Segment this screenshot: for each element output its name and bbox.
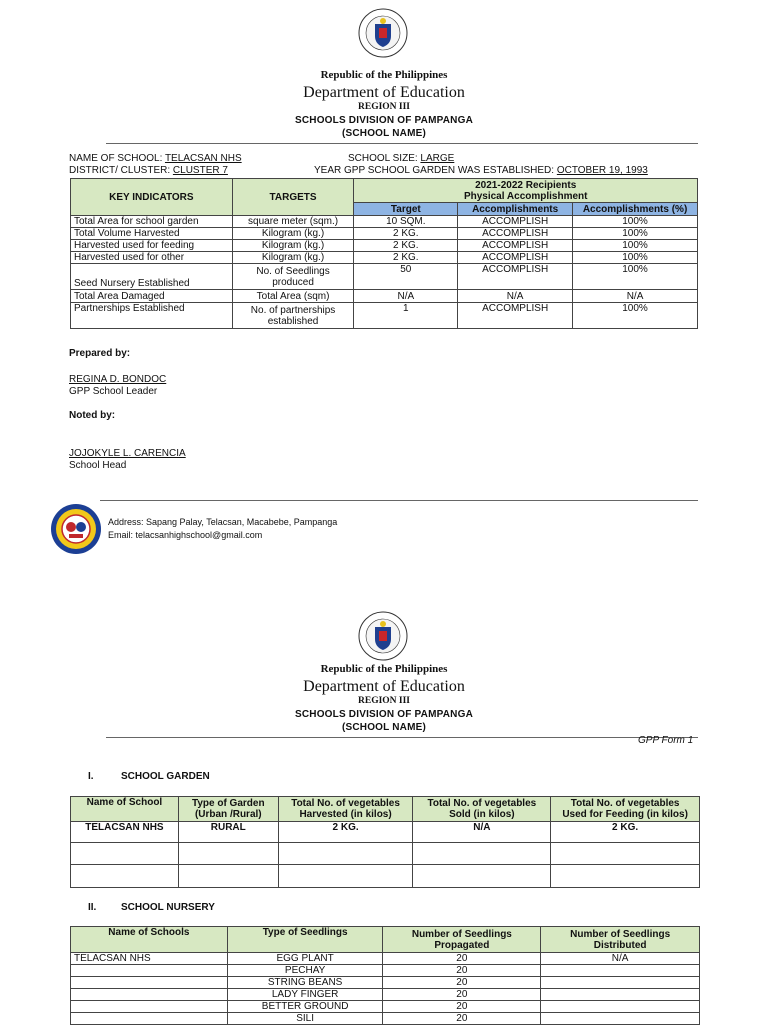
col-harvested (278, 797, 413, 822)
cell-accomp: ACCOMPLISH (458, 264, 573, 290)
header-line: Propagated (434, 939, 490, 951)
school-size-value: LARGE (420, 153, 455, 164)
table-row (71, 290, 698, 303)
header-line: Harvested (in kilos) (299, 809, 392, 820)
school-name-field (69, 153, 242, 164)
cell-pct: 100% (573, 252, 698, 264)
school-name-placeholder: (SCHOOL NAME) (341, 128, 427, 139)
col-sold (413, 797, 551, 822)
cell-pct: N/A (573, 290, 698, 303)
cell-pct: 100% (573, 228, 698, 240)
table-row (71, 264, 698, 290)
table-row (71, 865, 700, 888)
footer-divider (100, 500, 698, 501)
empty-cell (413, 865, 551, 888)
cell-target: 10 SQM. (354, 216, 458, 228)
empty-cell (278, 865, 413, 888)
cell-pct: 100% (573, 216, 698, 228)
header-line: Total No. of vegetables (291, 798, 400, 809)
cell-sold: N/A (413, 822, 551, 843)
cell-name: TELACSAN NHS (71, 822, 179, 843)
cell-accomp: ACCOMPLISH (458, 228, 573, 240)
cell-key: Total Area for school garden (71, 216, 233, 228)
cell-seedling-type: PECHAY (227, 965, 383, 977)
school-nursery-table (70, 926, 700, 1025)
section1-number: I. (88, 771, 94, 782)
republic-line: Republic of the Philippines (320, 663, 448, 675)
deped-seal-icon (358, 611, 408, 661)
cell-target: 50 (354, 264, 458, 290)
table-row (71, 843, 700, 865)
cell-seedling-type: STRING BEANS (227, 977, 383, 989)
header-line: Number of Seedlings (411, 928, 512, 940)
prepared-by-title: GPP School Leader (69, 386, 158, 397)
cell-key: Total Area Damaged (71, 290, 233, 303)
header-line: Type of Garden (191, 798, 265, 809)
col-group-recipients (354, 179, 698, 203)
col-propagated (383, 927, 541, 953)
table-row (71, 965, 700, 977)
header-line: Sold (in kilos) (449, 809, 515, 820)
cell-unit-line1: No. of partnerships (250, 304, 336, 316)
year-established-field (314, 165, 648, 176)
header-line: Name of Schools (108, 927, 190, 938)
cell-target: 1 (354, 303, 458, 329)
footer-address: Address: Sapang Palay, Telacsan, Macabebe, Pampanga (108, 517, 338, 527)
col-name-of-schools (71, 927, 228, 953)
year-label: YEAR GPP SCHOOL GARDEN WAS ESTABLISHED: (314, 165, 557, 176)
table-row (71, 228, 698, 240)
cell-unit-line1: No. of Seedlings (256, 265, 330, 277)
header-line: Type of Seedlings (262, 927, 348, 938)
cell-key: Total Volume Harvested (71, 228, 233, 240)
deped-seal-icon (358, 8, 408, 58)
division-line: SCHOOLS DIVISION OF PAMPANGA (294, 115, 474, 126)
cell-distributed (541, 1001, 700, 1013)
cell-school (71, 989, 228, 1001)
table-row (71, 989, 700, 1001)
empty-cell (178, 843, 278, 865)
republic-line: Republic of the Philippines (320, 69, 448, 81)
cell-distributed (541, 1013, 700, 1025)
school-size-label: SCHOOL SIZE: (348, 153, 421, 164)
cell-seedling-type: EGG PLANT (227, 953, 383, 965)
school-name-placeholder: (SCHOOL NAME) (341, 722, 427, 733)
empty-cell (551, 865, 700, 888)
cell-unit: Kilogram (kg.) (232, 252, 354, 264)
form-label: GPP Form 1 (638, 735, 694, 746)
cell-pct: 100% (573, 264, 698, 290)
header-line: Number of Seedlings (570, 928, 671, 940)
cell-feeding: 2 KG. (551, 822, 700, 843)
col-type-of-garden (178, 797, 278, 822)
cell-propagated: 20 (383, 1001, 541, 1013)
cell-propagated: 20 (383, 1013, 541, 1025)
year-value: OCTOBER 19, 1993 (556, 165, 648, 176)
col-name-of-school (71, 797, 179, 822)
table-row (71, 240, 698, 252)
cell-pct: 100% (573, 303, 698, 329)
cell-unit-line2: established (267, 315, 319, 327)
school-size-field (348, 153, 454, 164)
header-line: (Urban /Rural) (194, 809, 262, 820)
cell-propagated: 20 (383, 989, 541, 1001)
col-accomplishments: Accomplishments (458, 203, 573, 216)
cell-key: Harvested used for other (71, 252, 233, 264)
group-line1: 2021-2022 Recipients (475, 179, 577, 191)
table-row (71, 977, 700, 989)
cell-seedling-type: LADY FINGER (227, 989, 383, 1001)
cell-unit (232, 264, 354, 290)
cell-unit-line2: produced (272, 276, 314, 288)
noted-by-label: Noted by: (69, 410, 116, 421)
cell-school (71, 1001, 228, 1013)
cell-propagated: 20 (383, 977, 541, 989)
cell-target: 2 KG. (354, 240, 458, 252)
district-label: DISTRICT/ CLUSTER: (69, 165, 173, 176)
col-type-of-seedlings (227, 927, 383, 953)
cell-unit (232, 303, 354, 329)
section2-title: SCHOOL NURSERY (121, 902, 215, 913)
cell-school (71, 977, 228, 989)
header-divider (106, 143, 698, 144)
noted-by-name: JOJOKYLE L. CARENCIA (69, 448, 186, 459)
prepared-by-label: Prepared by: (69, 348, 131, 359)
empty-cell (413, 843, 551, 865)
cell-accomp: ACCOMPLISH (458, 252, 573, 264)
school-name-label: NAME OF SCHOOL: (69, 153, 165, 164)
empty-cell (178, 865, 278, 888)
division-line: SCHOOLS DIVISION OF PAMPANGA (294, 709, 474, 720)
cell-target: 2 KG. (354, 252, 458, 264)
col-key-indicators: KEY INDICATORS (71, 179, 233, 216)
cell-school (71, 965, 228, 977)
col-targets: TARGETS (232, 179, 354, 216)
header-divider (106, 737, 698, 738)
department-title: Department of Education (303, 678, 465, 695)
cell-seedling-type: BETTER GROUND (227, 1001, 383, 1013)
empty-cell (71, 865, 179, 888)
table-row (71, 1001, 700, 1013)
header-line: Total No. of vegetables (427, 798, 537, 809)
cell-distributed (541, 977, 700, 989)
cell-type: RURAL (178, 822, 278, 843)
cell-distributed (541, 965, 700, 977)
cell-unit: square meter (sqm.) (232, 216, 354, 228)
district-field (69, 165, 228, 176)
empty-cell (71, 843, 179, 865)
cell-distributed: N/A (541, 953, 700, 965)
cell-key: Seed Nursery Established (71, 264, 233, 290)
section2-number: II. (88, 902, 97, 913)
header-line: Used for Feeding (in kilos) (562, 809, 688, 820)
cell-unit: Kilogram (kg.) (232, 228, 354, 240)
cell-seedling-type: SILI (227, 1013, 383, 1025)
cell-school: TELACSAN NHS (71, 953, 228, 965)
cell-harvested: 2 KG. (278, 822, 413, 843)
cell-target: N/A (354, 290, 458, 303)
school-name-value: TELACSAN NHS (164, 153, 242, 164)
table-row (71, 822, 700, 843)
cell-distributed (541, 989, 700, 1001)
header-line: Distributed (593, 939, 647, 951)
cell-accomp: ACCOMPLISH (458, 216, 573, 228)
cell-accomp: ACCOMPLISH (458, 303, 573, 329)
department-title: Department of Education (303, 84, 465, 101)
cell-school (71, 1013, 228, 1025)
table-row (71, 953, 700, 965)
table-row (71, 303, 698, 329)
noted-by-title: School Head (69, 460, 127, 471)
cell-propagated: 20 (383, 953, 541, 965)
school-logo-icon (50, 503, 102, 555)
cell-accomp: N/A (458, 290, 573, 303)
cell-unit: Total Area (sqm) (232, 290, 354, 303)
table-row (71, 252, 698, 264)
empty-cell (278, 843, 413, 865)
cell-key: Harvested used for feeding (71, 240, 233, 252)
header-line: Name of School (86, 797, 163, 808)
region-line: REGION III (358, 102, 410, 112)
district-value: CLUSTER 7 (172, 165, 228, 176)
table-row (71, 216, 698, 228)
cell-accomp: ACCOMPLISH (458, 240, 573, 252)
table-row (71, 1013, 700, 1025)
col-distributed (541, 927, 700, 953)
school-garden-table (70, 796, 700, 888)
cell-pct: 100% (573, 240, 698, 252)
header-line: Total No. of vegetables (570, 798, 680, 809)
prepared-by-name: REGINA D. BONDOC (69, 374, 167, 385)
cell-propagated: 20 (383, 965, 541, 977)
key-indicators-table (70, 178, 698, 329)
cell-target: 2 KG. (354, 228, 458, 240)
col-feeding (551, 797, 700, 822)
col-target: Target (354, 203, 458, 216)
region-line: REGION III (358, 696, 410, 706)
group-line2: Physical Accomplishment (463, 190, 588, 202)
section1-title: SCHOOL GARDEN (121, 771, 210, 782)
col-accomplishments-pct: Accomplishments (%) (573, 203, 698, 216)
cell-key: Partnerships Established (71, 303, 233, 329)
cell-unit: Kilogram (kg.) (232, 240, 354, 252)
empty-cell (551, 843, 700, 865)
footer-email: Email: telacsanhighschool@gmail.com (108, 530, 263, 540)
